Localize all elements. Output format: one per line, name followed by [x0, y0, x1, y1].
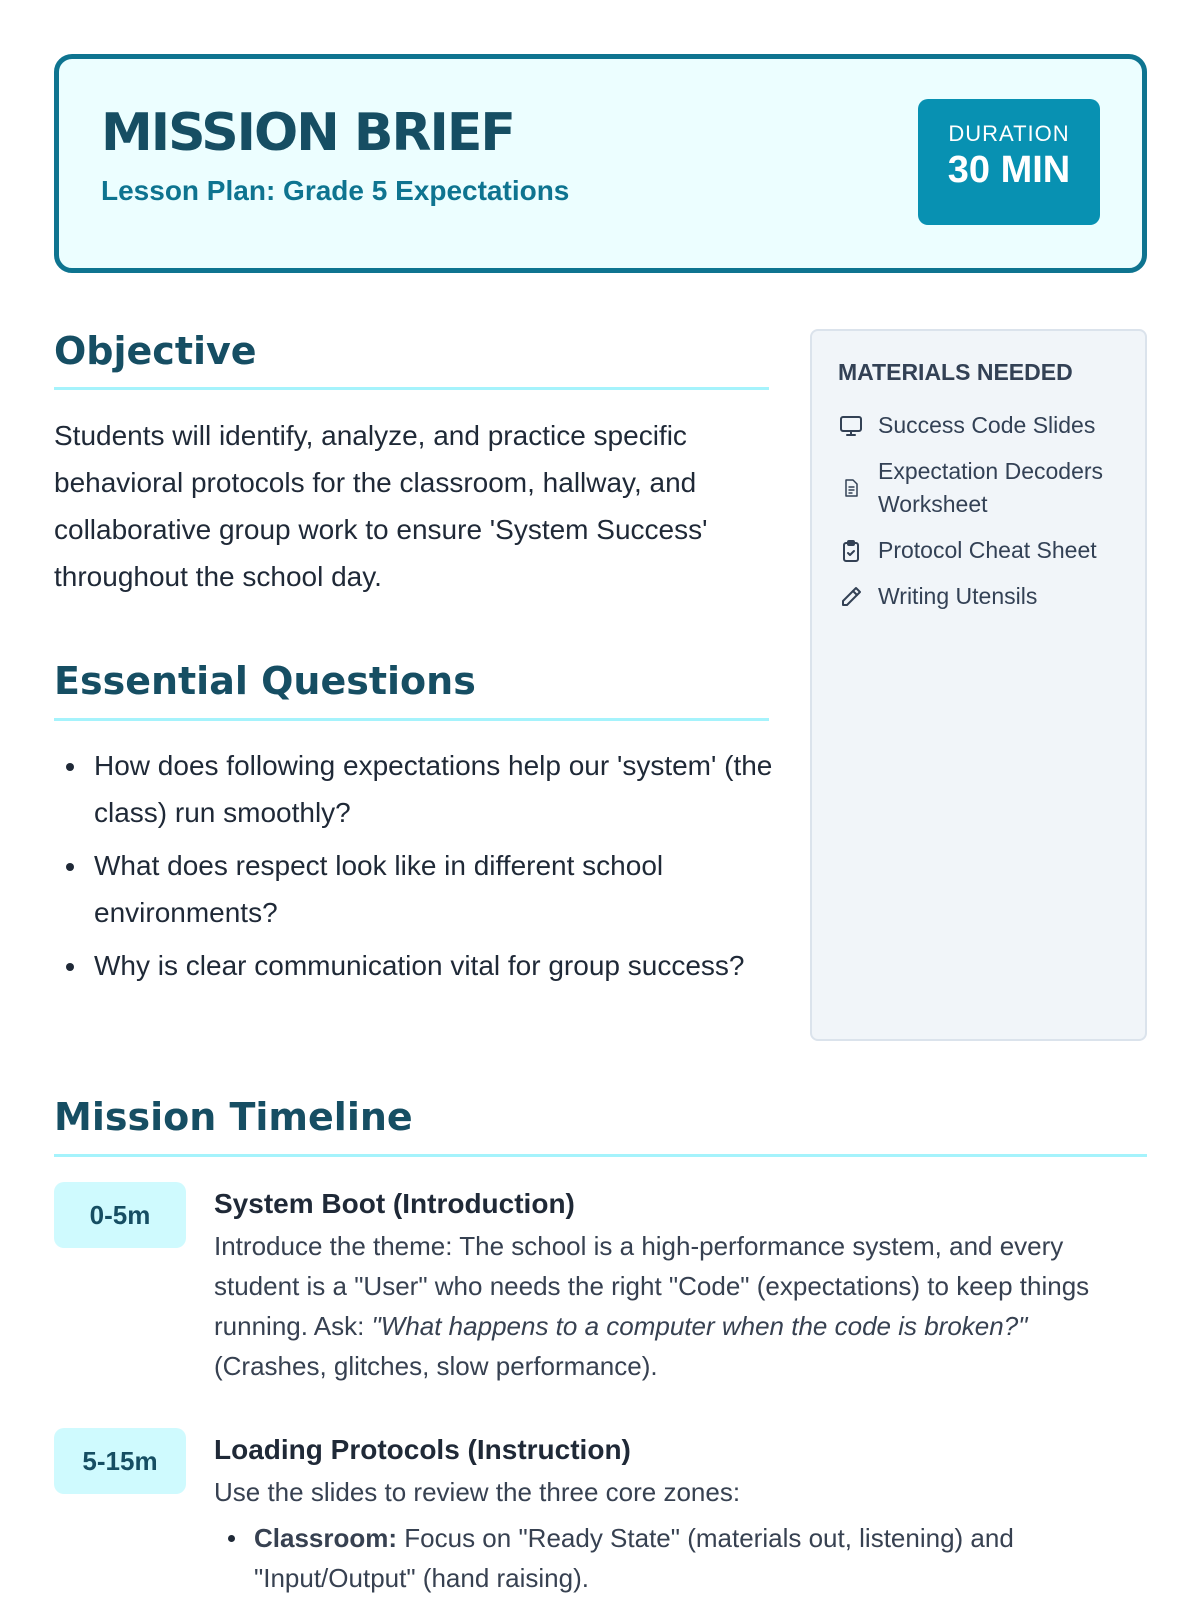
material-label: Success Code Slides	[878, 412, 1096, 438]
question-item: How does following expectations help our 'system' (the class) run smoothly?	[94, 742, 809, 836]
question-item: What does respect look like in different school environments?	[94, 842, 809, 936]
text-italic: "What happens to a computer when the code is broken?"	[371, 1311, 1028, 1341]
zone-text: Focus on "Ready State" (materials out, listening) and "Input/Output" (hand raising).	[254, 1523, 1014, 1593]
duration-badge	[918, 99, 1100, 225]
zone-item	[254, 1518, 1147, 1598]
material-item	[838, 455, 1128, 521]
lesson-plan-page	[54, 54, 1147, 1593]
zone-label: Classroom:	[254, 1523, 398, 1553]
objective-text: Students will identify, analyze, and practice specific behavioral protocols for the classroom, hallway, and collaborative group work to ensure 'System Success' throughout the school day.	[54, 420, 708, 592]
duration-label: DURATION	[948, 121, 1070, 146]
material-label: Writing Utensils	[878, 583, 1038, 609]
essential-questions-heading: Essential Questions	[54, 659, 476, 703]
text-part: (Crashes, glitches, slow performance).	[214, 1351, 658, 1381]
lesson-subtitle: Lesson Plan: Grade 5 Expectations	[101, 175, 570, 206]
timeline-item-heading: Loading Protocols (Instruction)	[214, 1434, 631, 1465]
monitor-icon	[838, 413, 864, 439]
timeline-divider	[54, 1154, 1147, 1157]
essential-questions-divider	[54, 718, 769, 721]
essential-questions-list	[54, 742, 809, 995]
timeline-item-heading: System Boot (Introduction)	[214, 1188, 575, 1219]
material-item	[838, 409, 1128, 442]
timeline-heading: Mission Timeline	[54, 1095, 413, 1139]
document-icon	[838, 475, 864, 501]
materials-panel	[810, 329, 1147, 1041]
zone-list	[214, 1518, 1147, 1598]
materials-heading: MATERIALS NEEDED	[838, 359, 1073, 385]
duration-value: 30 MIN	[947, 149, 1071, 191]
objective-heading: Objective	[54, 329, 257, 373]
time-badge: 5-15m	[54, 1428, 186, 1494]
pencil-icon	[838, 584, 864, 610]
page-title: MISSION BRIEF	[101, 103, 514, 163]
clipboard-check-icon	[838, 538, 864, 564]
timeline-item-text: Use the slides to review the three core zones:	[214, 1477, 741, 1507]
material-item	[838, 580, 1128, 613]
time-badge: 0-5m	[54, 1182, 186, 1248]
timeline-item-body	[214, 1182, 1147, 1386]
timeline-item-body	[214, 1428, 1147, 1598]
material-item	[838, 534, 1128, 567]
text-part: Introduce the theme: The school is a high-performance system, and every student is a "User" who needs the right "Code" (expectations) to keep things running. Ask:	[214, 1231, 1090, 1341]
question-item: Why is clear communication vital for group success?	[94, 942, 809, 989]
materials-list	[838, 409, 1128, 626]
mission-brief-header	[54, 54, 1147, 273]
timeline-item-text	[214, 1226, 1147, 1386]
material-label: Protocol Cheat Sheet	[878, 537, 1097, 563]
objective-divider	[54, 387, 769, 390]
material-label: Expectation Decoders Worksheet	[878, 458, 1104, 517]
